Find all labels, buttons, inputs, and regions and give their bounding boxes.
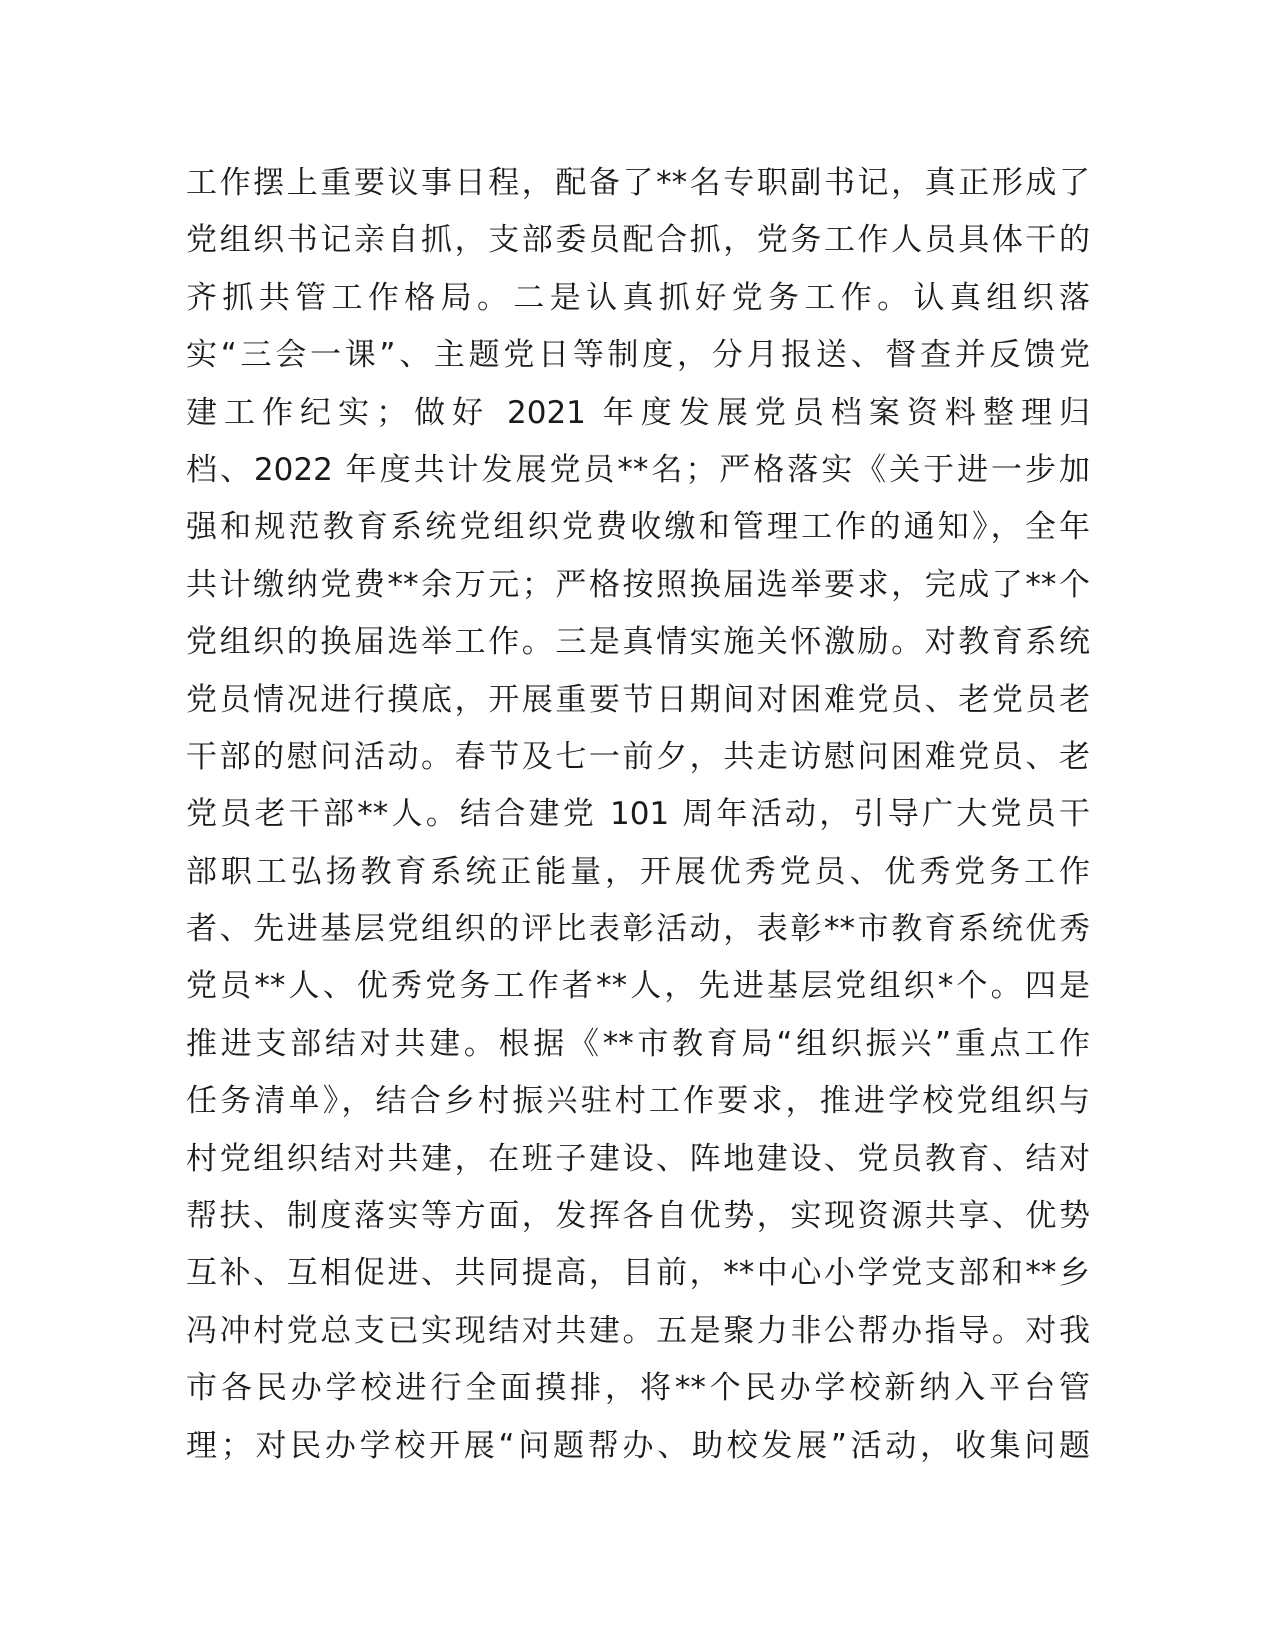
text-line: 强和规范教育系统党组织党费收缴和管理工作的通知》，全年 (186, 509, 1090, 546)
text-line: 者、先进基层党组织的评比表彰活动，表彰**市教育系统优秀 (186, 911, 1090, 948)
body-paragraph (186, 155, 1090, 1475)
text-line: 任务清单》，结合乡村振兴驻村工作要求，推进学校党组织与 (186, 1083, 1090, 1120)
text-line: 工作摆上重要议事日程，配备了**名专职副书记，真正形成了 (186, 165, 1090, 201)
text-line: 党员情况进行摸底，开展重要节日期间对困难党员、老党员老 (186, 681, 1090, 718)
text-line: 冯冲村党总支已实现结对共建。五是聚力非公帮办指导。对我 (186, 1312, 1090, 1349)
text-line: 互补、互相促进、共同提高，目前，**中心小学党支部和**乡 (186, 1255, 1090, 1292)
text-line: 党组织书记亲自抓，支部委员配合抓，党务工作人员具体干的 (186, 222, 1090, 259)
text-line: 党组织的换届选举工作。三是真情实施关怀激励。对教育系统 (186, 624, 1090, 661)
text-line: 档、2022 年度共计发展党员**名；严格落实《关于进一步加 (186, 451, 1090, 488)
text-line: 推进支部结对共建。根据《**市教育局“组织振兴”重点工作 (186, 1025, 1090, 1062)
text-line: 建工作纪实；做好 2021 年度发展党员档案资料整理归 (186, 394, 1090, 431)
text-line: 共计缴纳党费**余万元；严格按照换届选举要求，完成了**个 (186, 566, 1090, 603)
text-line: 市各民办学校进行全面摸排，将**个民办学校新纳入平台管 (186, 1370, 1090, 1407)
text-line: 党员**人、优秀党务工作者**人，先进基层党组织*个。四是 (186, 968, 1090, 1005)
text-line: 村党组织结对共建，在班子建设、阵地建设、党员教育、结对 (186, 1140, 1090, 1177)
text-line: 部职工弘扬教育系统正能量，开展优秀党员、优秀党务工作 (186, 853, 1090, 890)
text-line: 帮扶、制度落实等方面，发挥各自优势，实现资源共享、优势 (186, 1198, 1090, 1235)
text-line: 党员老干部**人。结合建党 101 周年活动，引导广大党员干 (186, 796, 1090, 833)
text-line: 实“三会一课”、主题党日等制度，分月报送、督查并反馈党 (186, 337, 1090, 374)
text-line: 理；对民办学校开展“问题帮办、助校发展”活动，收集问题 (186, 1427, 1090, 1464)
text-line: 齐抓共管工作格局。二是认真抓好党务工作。认真组织落 (186, 279, 1090, 316)
text-line: 干部的慰问活动。春节及七一前夕，共走访慰问困难党员、老 (186, 738, 1090, 775)
